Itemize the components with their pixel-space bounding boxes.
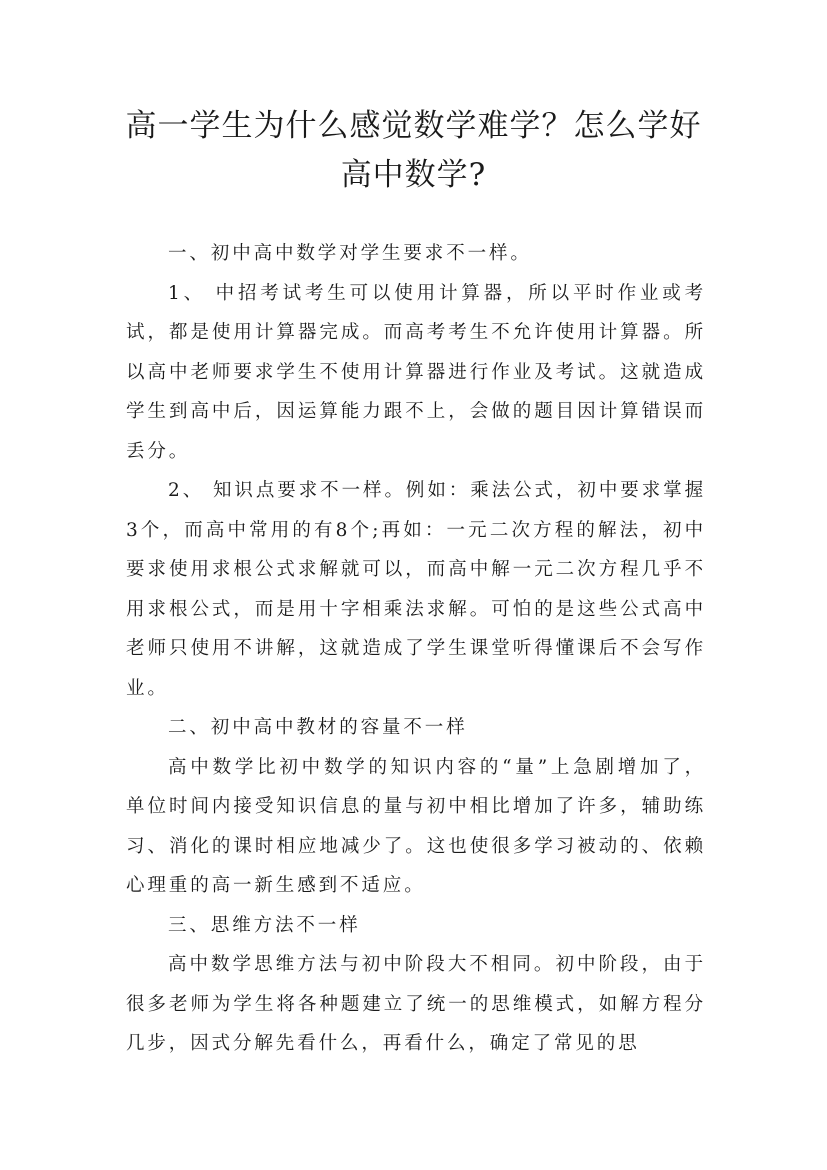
- paragraph-textbook-volume: 高中数学比初中数学的知识内容的“量”上急剧增加了，单位时间内接受知识信息的量与初中相比增加了许多，辅助练习、消化的课时相应地减少了。这也使很多学习被动的、依赖心理重的高一新生感到不适应。: [126, 756, 706, 896]
- section-heading-3: 三、思维方法不一样: [168, 914, 361, 936]
- paragraph-point-1: 1、 中招考试考生可以使用计算器，所以平时作业或考试，都是使用计算器完成。而高考考生不允许使用计算器。所以高中老师要求学生不使用计算器进行作业及考试。这就造成学生到高中后，因运算能力跟不上，会做的题目因计算错误而丢分。: [126, 282, 706, 462]
- document-body: [126, 234, 706, 1064]
- paragraph-point-2: 2、 知识点要求不一样。例如：乘法公式，初中要求掌握3个，而高中常用的有8个;再如：一元二次方程的解法，初中要求使用求根公式求解就可以，而高中解一元二次方程几乎不用求根公式，而是用十字相乘法求解。可怕的是这些公式高中老师只使用不讲解，这就造成了学生课堂听得懂课后不会写作业。: [126, 480, 706, 699]
- paragraph-thinking-methods: 高中数学思维方法与初中阶段大不相同。初中阶段，由于很多老师为学生将各种题建立了统一的思维模式，如解方程分几步，因式分解先看什么，再看什么，确定了常见的思: [126, 954, 706, 1054]
- document-title-line-2: 高中数学?: [340, 157, 487, 193]
- section-heading-1: 一、初中高中数学对学生要求不一样。: [168, 243, 532, 264]
- section-heading-2: 二、初中高中教材的容量不一样: [168, 717, 468, 738]
- document-title-line-1: 高一学生为什么感觉数学难学？怎么学好: [125, 108, 702, 144]
